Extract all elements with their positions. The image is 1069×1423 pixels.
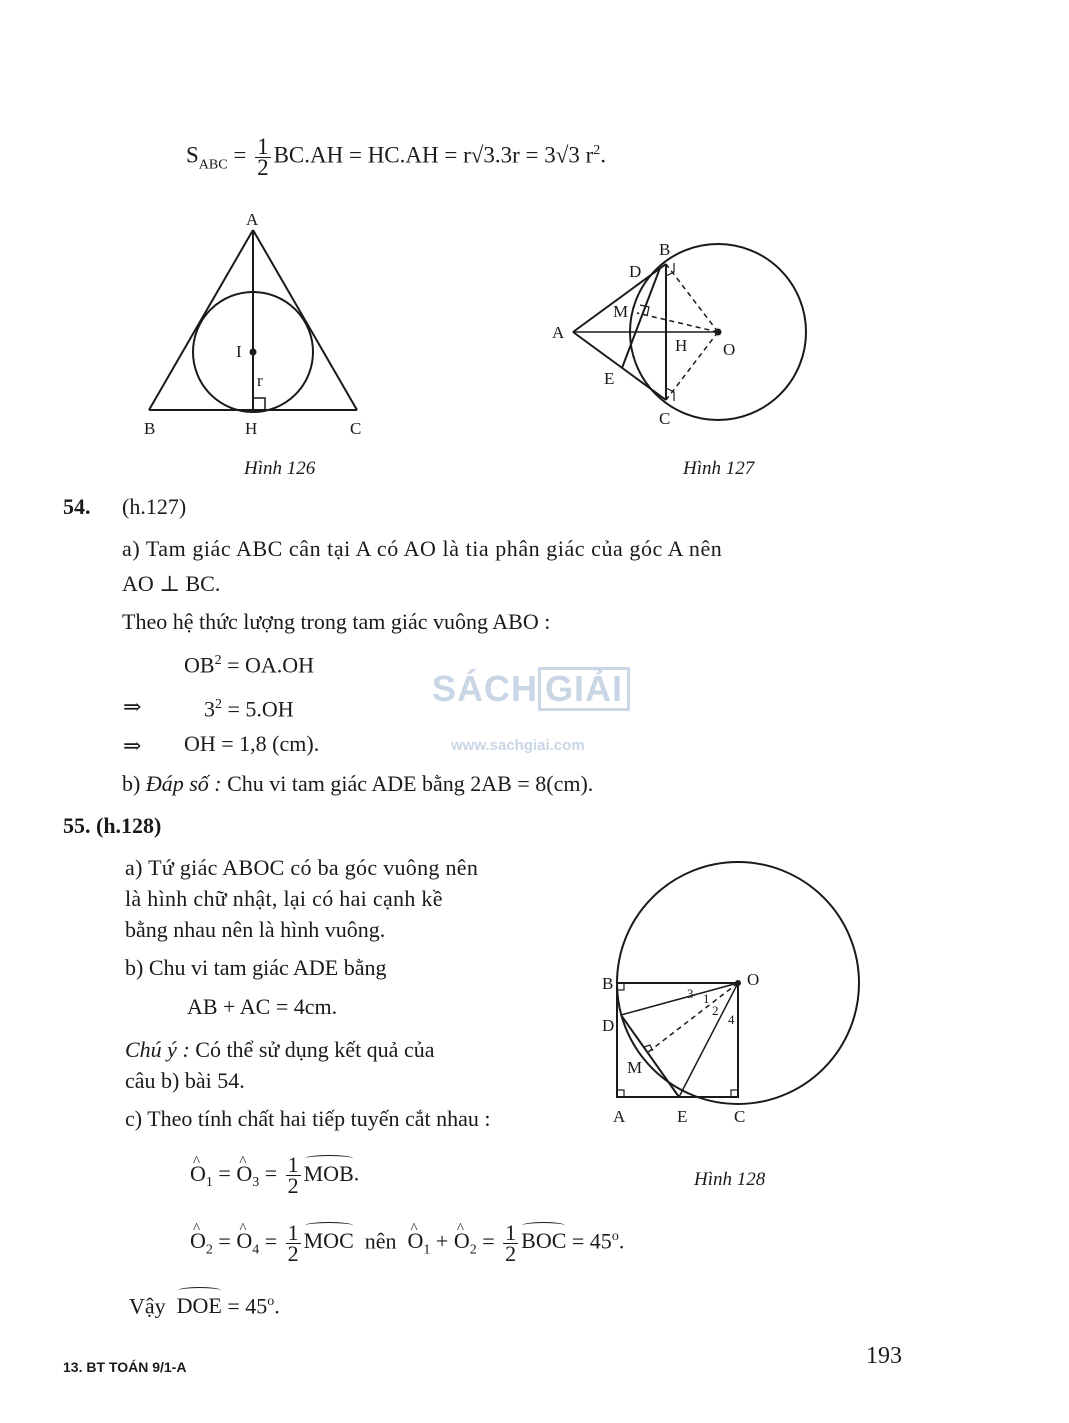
watermark-logo-b: GIẢI bbox=[538, 667, 630, 711]
label-h: H bbox=[675, 336, 688, 355]
arc-mob: MOB bbox=[304, 1159, 354, 1189]
o1: ^ O bbox=[408, 1226, 424, 1256]
ex54-eq1 bbox=[184, 648, 314, 678]
exercise-54-ref: (h.127) bbox=[122, 494, 187, 519]
end-dot: . bbox=[274, 1293, 280, 1319]
fraction-half bbox=[286, 1219, 301, 1266]
right-angle-c bbox=[731, 1090, 738, 1097]
plus-sign: + bbox=[435, 1228, 449, 1254]
nen-word: nên bbox=[364, 1228, 397, 1254]
label-m: M bbox=[627, 1058, 643, 1077]
label-e: E bbox=[604, 369, 615, 388]
o2: ^ O bbox=[190, 1226, 206, 1256]
o4: ^ O bbox=[236, 1226, 252, 1256]
o4-sub: 4 bbox=[252, 1242, 260, 1258]
label-a: A bbox=[613, 1107, 626, 1126]
center-o-point bbox=[715, 329, 722, 336]
numerator: 1 bbox=[287, 1152, 299, 1177]
ex55-a3: bằng nhau nên là hình vuông. bbox=[125, 917, 386, 942]
eq1-rhs: = OA.OH bbox=[221, 652, 315, 678]
conclusion bbox=[129, 1287, 280, 1321]
end-dot: . bbox=[353, 1160, 360, 1186]
implies-arrow-1: ⇒ bbox=[123, 694, 142, 719]
watermark-url: www.sachgiai.com bbox=[451, 737, 585, 754]
deg-45b: = 45 bbox=[221, 1293, 268, 1319]
implies-arrow-2: ⇒ bbox=[123, 733, 142, 758]
formula-rest: BC.AH = HC.AH = r√3.3r = 3√3 r bbox=[273, 142, 594, 168]
label-c: C bbox=[350, 419, 362, 438]
label-a: A bbox=[552, 323, 565, 342]
o1-sub: 1 bbox=[423, 1242, 431, 1258]
label-c: C bbox=[659, 409, 671, 428]
figure-128 bbox=[595, 855, 870, 1135]
figure-126 bbox=[130, 205, 390, 445]
ex54-eq3: OH = 1,8 (cm). bbox=[184, 731, 320, 756]
square-exponent: 2 bbox=[593, 143, 601, 158]
right-angle-mark bbox=[253, 398, 265, 410]
label-r: r bbox=[257, 371, 263, 390]
s-symbol: S bbox=[186, 142, 199, 168]
eq-sign: = bbox=[218, 1160, 231, 1186]
fraction-half bbox=[503, 1219, 518, 1266]
ex55-a2: là hình chữ nhật, lại có hai cạnh kề bbox=[125, 886, 443, 911]
o1-sub: 1 bbox=[205, 1174, 213, 1190]
label-i: I bbox=[236, 342, 242, 361]
label-d: D bbox=[629, 262, 642, 281]
area-formula bbox=[186, 133, 607, 180]
exercise-55-heading: 55. (h.128) bbox=[63, 813, 162, 838]
label-o: O bbox=[723, 340, 736, 359]
note-text: Có thể sử dụng kết quả của bbox=[189, 1037, 435, 1062]
numerator: 1 bbox=[257, 133, 269, 159]
eq2-exp: 2 bbox=[215, 697, 222, 712]
label-h: H bbox=[245, 419, 258, 438]
label-o: O bbox=[747, 970, 760, 989]
angle-label-3: 3 bbox=[687, 986, 694, 1001]
denominator: 2 bbox=[287, 1173, 299, 1198]
eq2-lhs: 3 bbox=[204, 696, 215, 722]
fraction-half bbox=[255, 133, 271, 180]
arc-boc: BOC bbox=[521, 1226, 566, 1256]
angle-label-1: 1 bbox=[703, 991, 710, 1006]
watermark-logo bbox=[432, 667, 630, 711]
fraction-half bbox=[286, 1152, 301, 1198]
vay-word: Vậy bbox=[129, 1293, 166, 1319]
tangent-ac bbox=[573, 332, 666, 400]
eq-sign: = bbox=[264, 1228, 278, 1254]
exercise-54-number: 54. bbox=[63, 494, 91, 519]
label-d: D bbox=[602, 1016, 615, 1035]
degree-sup: o bbox=[611, 1229, 619, 1244]
label-b: B bbox=[144, 419, 156, 438]
end-dot: . bbox=[618, 1228, 625, 1254]
ex55-a1: a) Tứ giác ABOC có ba góc vuông nên bbox=[125, 855, 479, 880]
ex55-note bbox=[125, 1037, 434, 1063]
angle-label-4: 4 bbox=[728, 1012, 735, 1027]
note-label: Chú ý : bbox=[125, 1037, 190, 1062]
label-b: B bbox=[602, 974, 614, 993]
deg-45: = 45 bbox=[571, 1228, 612, 1254]
denominator: 2 bbox=[505, 1240, 517, 1266]
eq1-lhs: OB bbox=[184, 652, 215, 678]
figure-127 bbox=[540, 235, 820, 435]
arc-doe: DOE bbox=[177, 1291, 222, 1321]
o2-sub: 2 bbox=[205, 1242, 213, 1258]
b-answer: Chu vi tam giác ADE bằng 2AB = 8(cm). bbox=[221, 771, 594, 796]
label-e: E bbox=[677, 1107, 688, 1126]
right-angle-a bbox=[617, 1090, 624, 1097]
ex55-note2: câu b) bài 54. bbox=[125, 1068, 245, 1093]
o2: ^ O bbox=[454, 1226, 470, 1256]
denominator: 2 bbox=[257, 154, 269, 180]
equals: = bbox=[233, 142, 247, 168]
ex54-b bbox=[122, 771, 593, 797]
numerator: 1 bbox=[505, 1219, 517, 1245]
ex54-a-line1: a) Tam giác ABC cân tại A có AO là tia phân giác của góc A nên bbox=[122, 536, 723, 561]
footer-book-label: 13. BT TOÁN 9/1-A bbox=[63, 1359, 187, 1375]
s-subscript: ABC bbox=[198, 157, 228, 173]
label-m: M bbox=[613, 302, 629, 321]
eq-sign: = bbox=[482, 1228, 495, 1254]
ex54-a-line2: AO ⊥ BC. bbox=[122, 571, 221, 596]
formula-dot: . bbox=[600, 142, 607, 168]
page-number: 193 bbox=[866, 1343, 902, 1369]
label-b: B bbox=[659, 240, 671, 259]
caption-127: Hình 127 bbox=[683, 458, 755, 479]
o1: ^ O bbox=[190, 1159, 206, 1189]
incenter-point bbox=[250, 349, 257, 356]
answer-label: Đáp số : bbox=[145, 771, 222, 796]
caption-126: Hình 126 bbox=[244, 458, 316, 479]
ex55-b1: b) Chu vi tam giác ADE bằng bbox=[125, 955, 387, 980]
denominator: 2 bbox=[287, 1240, 299, 1266]
center-o-point bbox=[735, 980, 741, 986]
angle-eq-2 bbox=[190, 1219, 625, 1266]
radius-oc bbox=[666, 332, 718, 400]
ex54-theo: Theo hệ thức lượng trong tam giác vuông ABO : bbox=[122, 609, 551, 634]
ex55-c1: c) Theo tính chất hai tiếp tuyến cắt nhau : bbox=[125, 1106, 491, 1131]
eq-sign: = bbox=[264, 1160, 278, 1186]
tangent-ab bbox=[573, 264, 666, 332]
angle-label-2: 2 bbox=[712, 1003, 719, 1018]
watermark-logo-a: SÁCH bbox=[432, 668, 539, 709]
angle-eq-1 bbox=[190, 1152, 360, 1198]
degree-sup: o bbox=[267, 1294, 275, 1309]
segment-od bbox=[621, 983, 738, 1015]
ex55-b2: AB + AC = 4cm. bbox=[187, 994, 338, 1019]
tangent-de bbox=[621, 1015, 679, 1097]
ex54-eq2 bbox=[204, 692, 294, 722]
eq1-exp: 2 bbox=[214, 653, 222, 668]
label-a: A bbox=[246, 210, 259, 229]
o3: ^ O bbox=[236, 1159, 252, 1189]
label-c: C bbox=[734, 1107, 746, 1126]
o3-sub: 3 bbox=[252, 1174, 260, 1190]
eq-sign: = bbox=[218, 1228, 231, 1254]
arc-moc: MOC bbox=[304, 1226, 354, 1256]
eq2-rhs: = 5.OH bbox=[222, 696, 294, 722]
caption-128: Hình 128 bbox=[694, 1169, 766, 1190]
o2-sub: 2 bbox=[469, 1242, 477, 1258]
b-prefix: b) bbox=[122, 771, 146, 796]
numerator: 1 bbox=[287, 1219, 299, 1245]
